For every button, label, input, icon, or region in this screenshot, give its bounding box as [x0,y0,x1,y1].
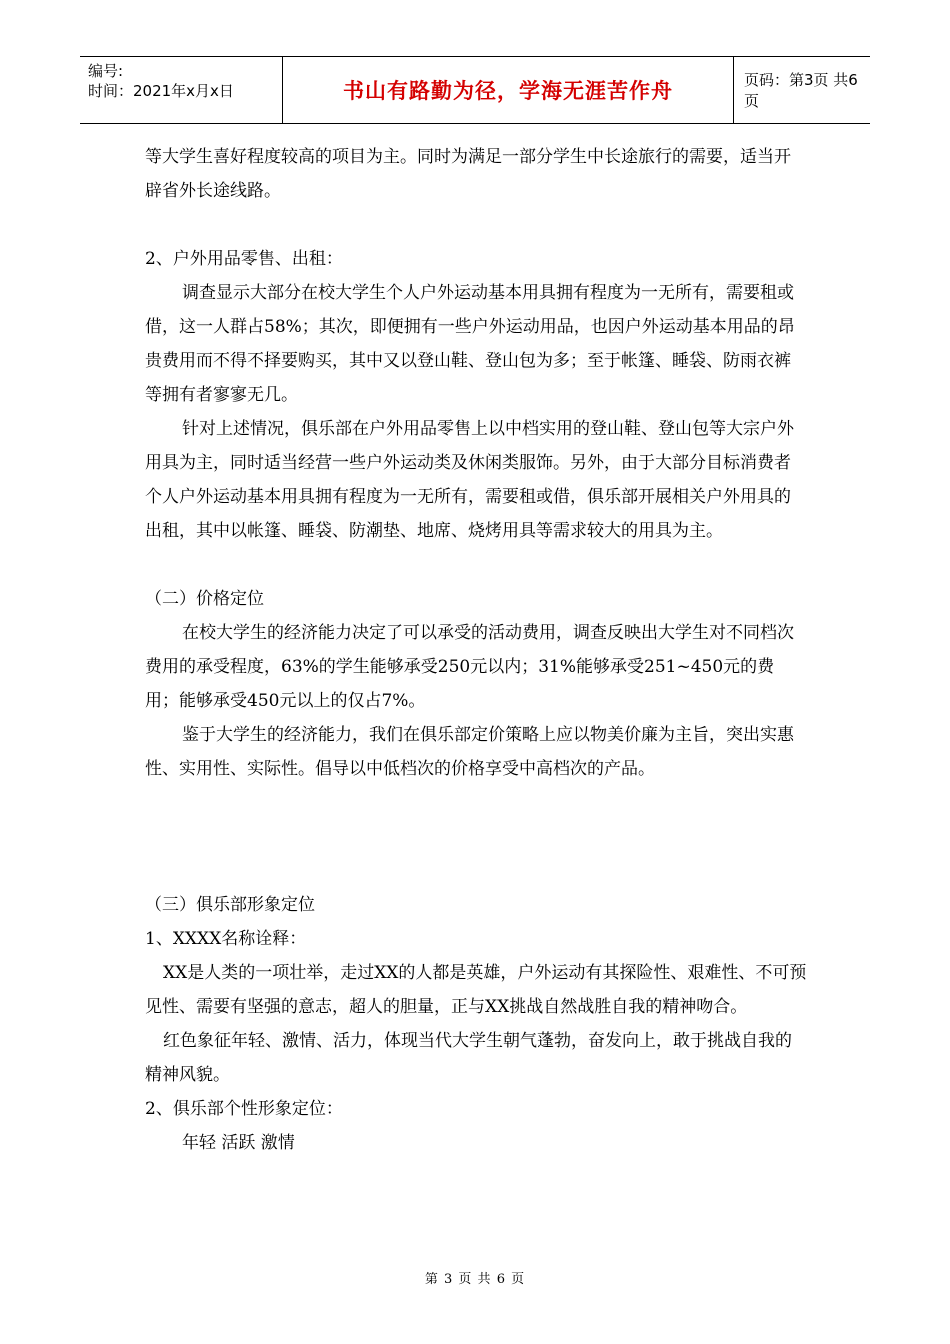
paragraph: XX是人类的一项壮举，走过XX的人都是英雄，户外运动有其探险性、艰难性、不可预见性、需要有坚强的意志，超人的胆量，正与XX挑战自然战胜自我的精神吻合。 [145,963,807,1017]
paragraph: 在校大学生的经济能力决定了可以承受的活动费用，调查反映出大学生对不同档次费用的承受程度，63%的学生能够承受250元以内；31%能够承受251~450元的费用；能够承受450元以上的仅占7%。 [145,623,794,711]
page-header [80,56,870,124]
paragraph: 红色象征年轻、激情、活力，体现当代大学生朝气蓬勃，奋发向上，敢于挑战自我的精神风貌。 [145,1031,792,1085]
document-number-label: 编号: [88,62,124,80]
section-heading-name: 1、XXXX名称诠释： [145,929,307,949]
section-heading-price: （二）价格定位 [145,589,264,609]
paragraph: 年轻 活跃 激情 [182,1133,295,1153]
document-body [145,140,807,1160]
paragraph: 等大学生喜好程度较高的项目为主。同时为满足一部分学生中长途旅行的需要，适当开辟省外长途线路。 [145,147,791,201]
header-motto: 书山有路勤为径，学海无涯苦作舟 [283,57,734,123]
document-time-label: 时间：2021年x月x日 [88,82,234,100]
section-heading-personality: 2、俱乐部个性形象定位： [145,1099,343,1119]
paragraph: 针对上述情况，俱乐部在户外用品零售上以中档实用的登山鞋、登山包等大宗户外用具为主，同时适当经营一些户外运动类及休闲类服饰。另外，由于大部分目标消费者个人户外运动基本用具拥有程度为一无所有，需要租或借，俱乐部开展相关户外用具的出租，其中以帐篷、睡袋、防潮垫、地席、烧烤用具等需求较大的用具为主。 [145,419,794,541]
section-heading-retail: 2、户外用品零售、出租： [145,249,343,269]
paragraph: 鉴于大学生的经济能力，我们在俱乐部定价策略上应以物美价廉为主旨，突出实惠性、实用性、实际性。倡导以中低档次的价格享受中高档次的产品。 [145,725,794,779]
paragraph: 调查显示大部分在校大学生个人户外运动基本用具拥有程度为一无所有，需要租或借，这一人群占58%；其次，即便拥有一些户外运动用品，也因户外运动基本用品的昂贵费用而不得不择要购买，其中又以登山鞋、登山包为多；至于帐篷、睡袋、防雨衣裤等拥有者寥寥无几。 [145,283,795,405]
header-page-info: 页码：第3页 共6页 [744,71,858,110]
section-heading-image: （三）俱乐部形象定位 [145,895,315,915]
header-meta [80,57,283,123]
page-footer: 第 3 页 共 6 页 [424,1272,526,1287]
